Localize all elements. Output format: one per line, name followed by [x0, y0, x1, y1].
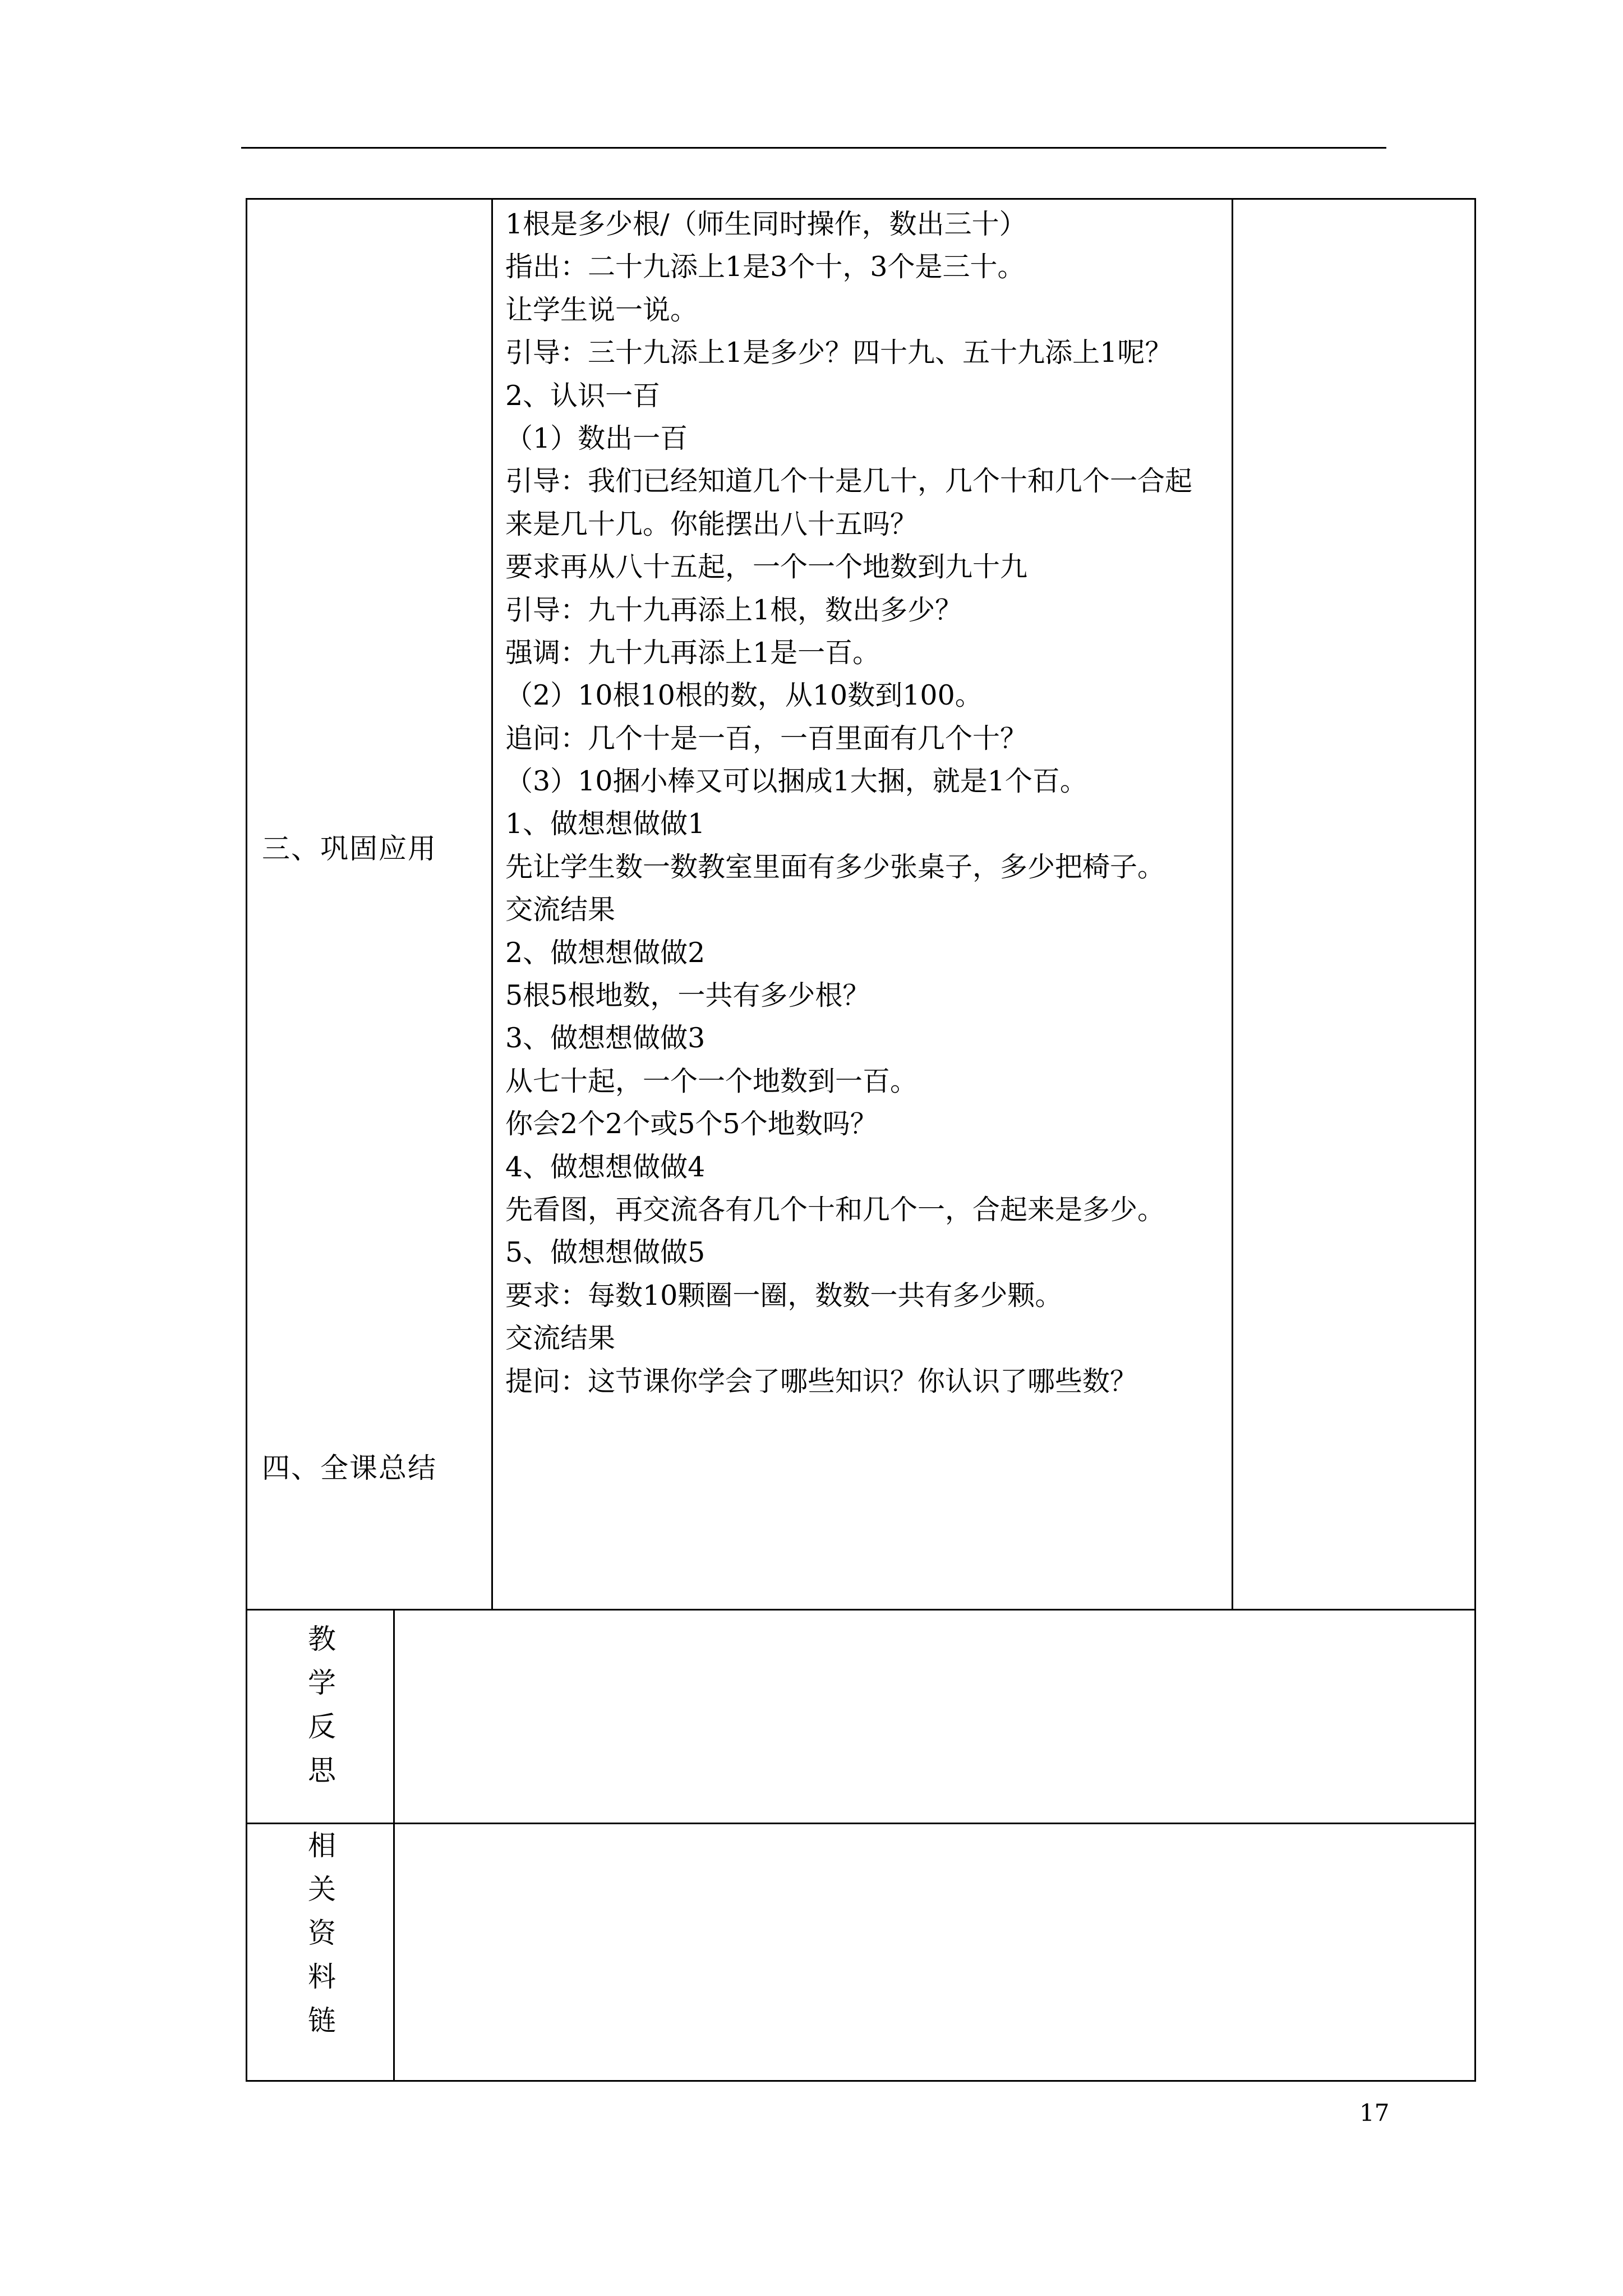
page-number: 17 — [1359, 2099, 1390, 2127]
content-line: 从七十起，一个一个地数到一百。 — [505, 1065, 918, 1097]
resources-label-char: 关 — [308, 1873, 336, 1906]
content-line: 交流结果 — [505, 1322, 616, 1355]
content-line: 5根5根地数，一共有多少根？ — [505, 979, 870, 1012]
lesson-table — [246, 198, 1476, 1611]
related-resources-label — [302, 1824, 342, 2042]
reflection-resources-table — [246, 1609, 1476, 2082]
resources-label-char: 相 — [308, 1829, 336, 1862]
content-line: 提问：这节课你学会了哪些知识？你认识了哪些数？ — [505, 1365, 1138, 1397]
content-line: 引导：我们已经知道几个十是几十，几个十和几个一合起 — [505, 465, 1193, 498]
label-column-divider — [393, 1611, 395, 2080]
content-line: 强调：九十九再添上1是一百。 — [505, 636, 880, 669]
reflection-label-char: 反 — [308, 1710, 336, 1743]
content-line: 你会2个2个或5个5个地数吗？ — [505, 1108, 878, 1140]
content-line: 要求再从八十五起，一个一个地数到九十九 — [505, 551, 1028, 583]
content-line: 2、做想想做做2 — [505, 936, 706, 969]
content-line: 4、做想想做做4 — [505, 1151, 706, 1183]
content-line: 3、做想想做做3 — [505, 1022, 706, 1055]
lesson-content — [505, 203, 1223, 1403]
content-line: 要求：每数10颗圈一圈，数数一共有多少颗。 — [505, 1279, 1063, 1312]
column-divider-notes — [1232, 200, 1233, 1609]
content-line: （2）10根10根的数，从10数到100。 — [505, 679, 983, 712]
content-line: （1）数出一百 — [505, 422, 688, 454]
header-rule — [241, 147, 1386, 149]
stage-label-consolidation: 三、巩固应用 — [262, 832, 437, 865]
content-line: （3）10捆小棒又可以捆成1大捆，就是1个百。 — [505, 765, 1087, 798]
resources-label-char: 资 — [308, 1917, 336, 1949]
teaching-reflection-label — [302, 1617, 342, 1792]
content-line: 先看图，再交流各有几个十和几个一，合起来是多少。 — [505, 1193, 1165, 1226]
content-line: 5、做想想做做5 — [505, 1236, 706, 1269]
content-line: 追问：几个十是一百，一百里面有几个十？ — [505, 722, 1028, 754]
content-line: 引导：三十九添上1是多少？四十九、五十九添上1呢？ — [505, 337, 1173, 369]
resources-label-char: 链 — [308, 2004, 336, 2037]
content-line: 来是几十几。你能摆出八十五吗？ — [505, 508, 918, 540]
column-divider-stage — [491, 200, 493, 1609]
resources-label-char: 料 — [308, 1961, 336, 1993]
reflection-label-char: 学 — [308, 1667, 336, 1699]
stage-label-summary: 四、全课总结 — [262, 1452, 437, 1484]
content-line: 引导：九十九再添上1根，数出多少？ — [505, 593, 963, 626]
content-line: 1、做想想做做1 — [505, 808, 706, 840]
content-line: 指出：二十九添上1是3个十，3个是三十。 — [505, 251, 1025, 283]
reflection-label-char: 思 — [308, 1754, 336, 1787]
content-line: 先让学生数一数教室里面有多少张桌子，多少把椅子。 — [505, 850, 1165, 883]
content-line: 2、认识一百 — [505, 379, 661, 412]
content-line: 交流结果 — [505, 894, 616, 926]
reflection-label-char: 教 — [308, 1623, 336, 1655]
content-line: 让学生说一说。 — [505, 293, 698, 326]
row-divider — [247, 1823, 1474, 1824]
content-line: 1根是多少根/（师生同时操作，数出三十） — [505, 208, 1027, 240]
